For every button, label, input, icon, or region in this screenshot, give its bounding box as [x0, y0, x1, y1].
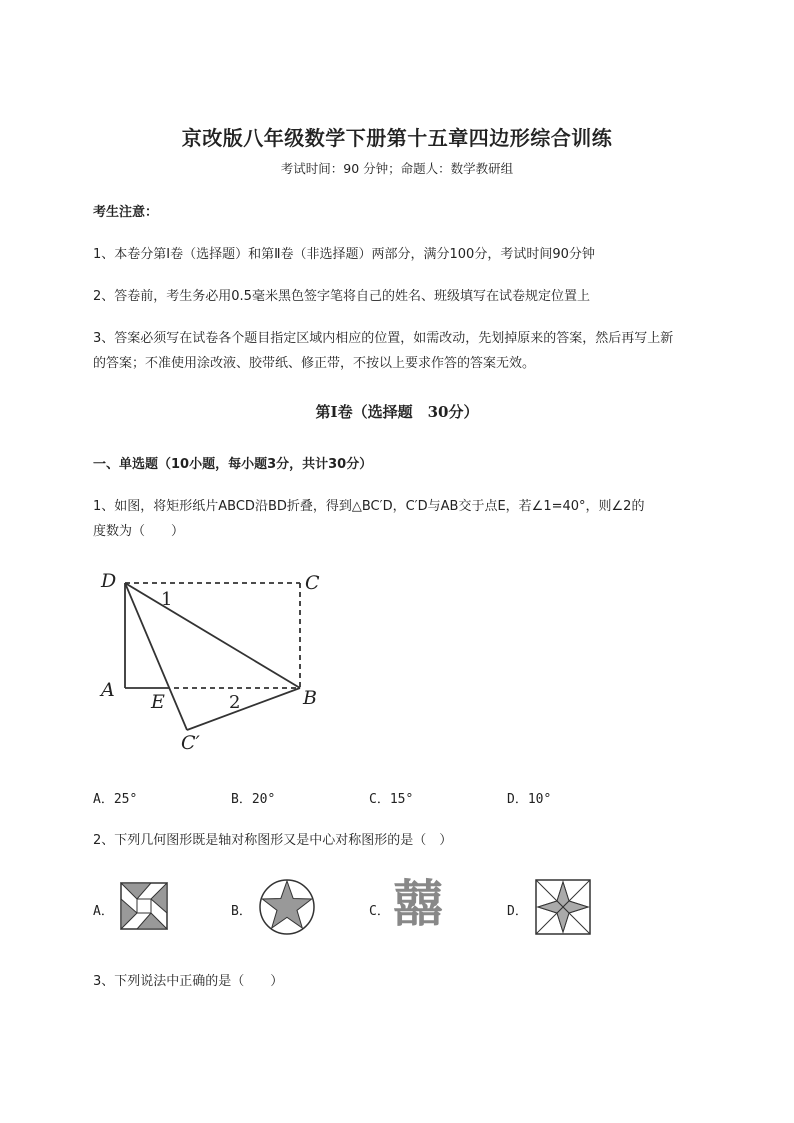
- label-a: A: [101, 679, 115, 701]
- angle-2-label: 2: [229, 692, 241, 713]
- label-d: D: [101, 570, 117, 592]
- segment-db: [125, 583, 300, 688]
- notice-item-3-cont: 的答案；不准使用涂改液、胶带纸、修正带，不按以上要求作答的答案无效。: [93, 356, 536, 371]
- label-e: E: [151, 691, 165, 713]
- q2-option-d-octagram-square: [535, 879, 591, 935]
- part-heading: 一、单选题（10小题，每小题3分，共计30分）: [93, 457, 373, 472]
- q2-option-c-label: C．: [369, 904, 390, 919]
- q1-option-a: A．25°: [93, 792, 138, 807]
- q2-option-b-star-in-circle: [258, 878, 316, 936]
- question-1-text-cont: 度数为（ ）: [93, 524, 185, 539]
- notice-item-3: 3、答案必须写在试卷各个题目指定区域内相应的位置，如需改动，先划掉原来的答案，然后再写上新: [93, 331, 674, 346]
- label-c-prime: C′: [181, 732, 200, 754]
- q2-option-b-label: B．: [231, 904, 252, 919]
- label-c: C: [305, 572, 320, 594]
- q2-option-a-pinwheel-square: [120, 882, 168, 930]
- notice-item-2: 2、答卷前，考生务必用0.5毫米黑色签字笔将自己的姓名、班级填写在试卷规定位置上: [93, 289, 590, 304]
- q2-option-d-label: D．: [507, 904, 528, 919]
- question-2-text: 2、下列几何图形既是轴对称图形又是中心对称图形的是（ ）: [93, 833, 453, 848]
- angle-1-label: 1: [161, 589, 173, 610]
- segment-c-prime-b: [187, 688, 300, 730]
- q1-rectangle-fold-diagram: [95, 565, 335, 755]
- question-3-text: 3、下列说法中正确的是（ ）: [93, 974, 284, 989]
- q1-option-c: C．15°: [369, 792, 414, 807]
- notice-item-1: 1、本卷分第Ⅰ卷（选择题）和第Ⅱ卷（非选择题）两部分，满分100分，考试时间90分钟: [93, 247, 595, 262]
- section-title: 第Ⅰ卷（选择题 30分）: [315, 403, 479, 421]
- q2-option-c-double-happiness: 囍: [393, 874, 443, 933]
- q1-option-b: B．20°: [231, 792, 276, 807]
- notice-heading: 考生注意：: [93, 205, 159, 220]
- page-title: 京改版八年级数学下册第十五章四边形综合训练: [181, 126, 613, 150]
- exam-subtitle: 考试时间：90 分钟；命题人：数学教研组: [280, 161, 514, 176]
- q1-option-d: D．10°: [507, 792, 552, 807]
- label-b: B: [303, 687, 317, 709]
- question-1-text: 1、如图，将矩形纸片ABCD沿BD折叠，得到△BC′D，C′D与AB交于点E，若∠1=40°，则∠2的: [93, 499, 645, 514]
- q2-option-a-label: A．: [93, 904, 114, 919]
